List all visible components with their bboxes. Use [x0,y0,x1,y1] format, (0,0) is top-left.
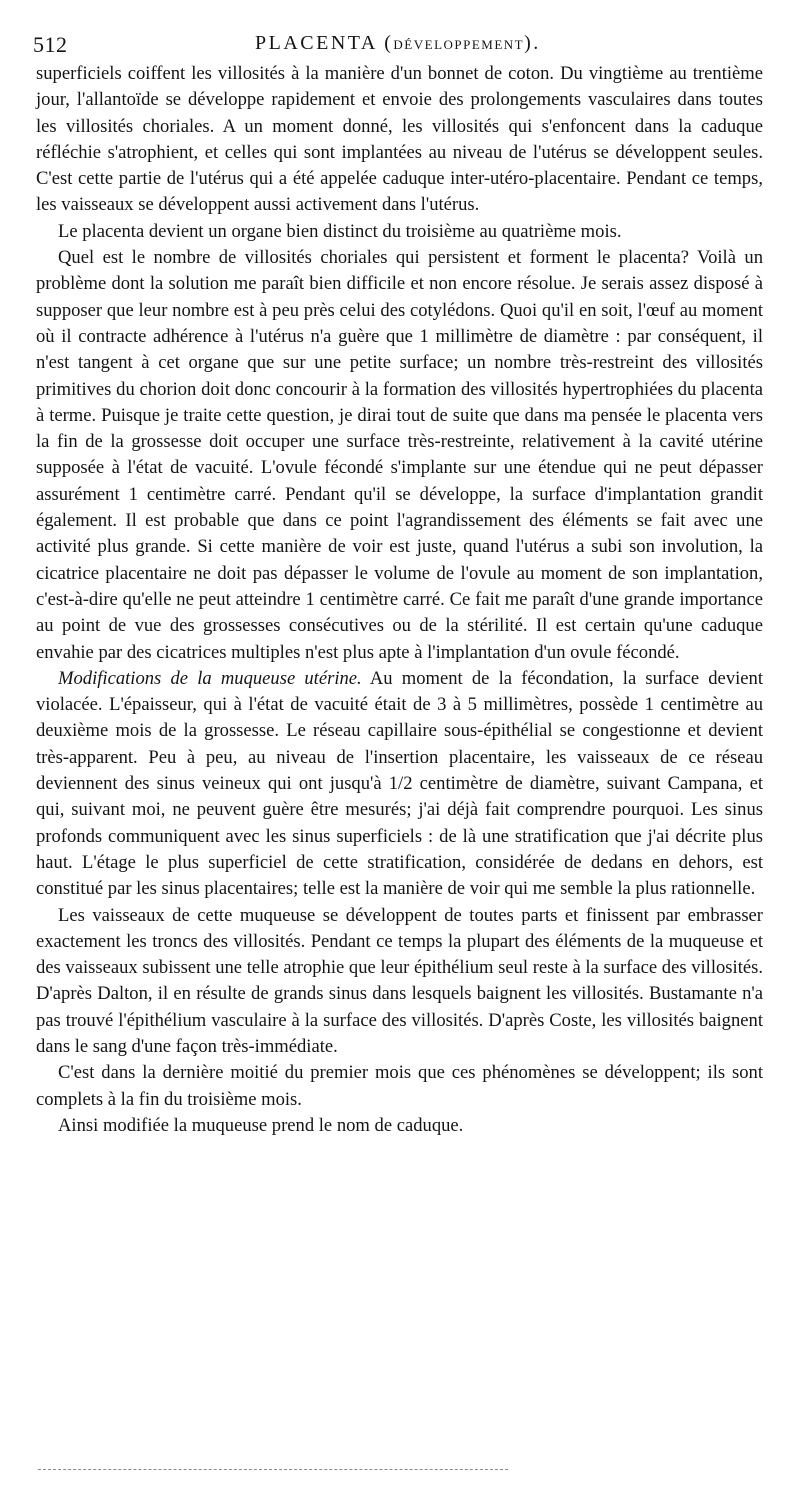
paragraph-villosites-count: Quel est le nombre de villosités choriales qui persistent et forment le placenta? Voilà un problème dont la solution me paraît bien difficile et non encore résolue. Je serais assez disposé à supposer que leur nombre est à peu près celui des cotylédons. Quoi qu'il en soit, l'œuf au moment où il contracte adhérence à l'utérus n'a guère que 1 millimètre de diamètre : par conséquent, il n'est tangent à cet organe que sur une petite surface; un nombre très-restreint des villosités primitives du chorion doit donc concourir à la formation des villosités hypertrophiées du placenta à terme. Puisque je traite cette question, je dirai tout de suite que dans ma pensée le placenta vers la fin de la grossesse doit occuper une surface très-restreinte, relativement à la cavité utérine supposée à l'état de vacuité. L'ovule fécondé s'implante sur une étendue qui ne peut dépasser assurément 1 centimètre carré. Pendant qu'il se développe, la surface d'implantation grandit également. Il est probable que dans ce point l'agrandissement des éléments se fait avec une activité plus grande. Si cette manière de voir est juste, quand l'utérus a subi son involution, la cicatrice placentaire ne doit pas dépasser le volume de l'ovule au moment de son implantation, c'est-à-dire qu'elle ne peut atteindre 1 centimètre carré. Ce fait me paraît d'une grande importance au point de vue des grossesses consécutives ou de la stérilité. Il est certain qu'une caduque envahie par des cicatrices multiples n'est plus apte à l'implantation d'un ovule fécondé. [36,247,763,663]
paragraph-continuation: superficiels coiffent les villosités à la manière d'un bonnet de coton. Du vingtième au trentième jour, l'allantoïde se développe rapidement et envoie des prolongements vasculaires dans toutes les villosités choriales. A un moment donné, les villosités qui s'enfoncent dans la caduque réfléchie s'atrophient, et celles qui sont implantées au niveau de l'utérus se développent seules. C'est cette partie de l'utérus qui a été appelée caduque inter-utéro-placentaire. Pendant ce temps, les vaisseaux se développent aussi activement dans l'utérus. [36,63,763,216]
paragraph-derniere-moitie: C'est dans la dernière moitié du premier mois que ces phénomènes se développent; ils sont complets à la fin du troisième mois. [36,1062,763,1110]
page-header [33,32,764,58]
paragraph-modifications [36,666,763,903]
section-heading-modifications: Modifications de la muqueuse utérine. [58,667,362,689]
paragraph-vaisseaux: Les vaisseaux de cette muqueuse se développent de toutes parts et finissent par embrasser exactement les troncs des villosités. Pendant ce temps la plupart des éléments de la muqueuse et des vaisseaux subissent une telle atrophie que leur épithélium seul reste à la surface des villosités. D'après Dalton, il en résulte de grands sinus dans lesquels baignent les villosités. Bustamante n'a pas trouvé l'épithélium vasculaire à la surface des villosités. D'après Coste, les villosités baignent dans le sang d'une façon très-immédiate. [36,904,764,1057]
running-head-title: PLACENTA ( [255,32,394,54]
body-text [36,61,763,1139]
page-number: 512 [33,32,68,57]
paragraph-placenta-distinct: Le placenta devient un organe bien distinct du troisième au quatrième mois. [58,220,622,242]
footer-dashed-rule [38,1469,508,1470]
running-head-close: ). [524,32,541,54]
paragraph-modifications-text: Au moment de la fécondation, la surface devient violacée. L'épaisseur, qui à l'état de vacuité était de 3 à 5 millimètres, possède 1 centimètre au deuxième mois de la grossesse. Le réseau capillaire sous-épithélial se congestionne et devient très-apparent. Peu à peu, au niveau de l'insertion placentaire, les vaisseaux de ce réseau deviennent des sinus veineux qui ont jusqu'à 1/2 centimètre de diamètre, suivant Campana, et qui, suivant moi, ne peuvent guère être mesurés; j'ai déjà fait comprendre pourquoi. Les sinus profonds communiquent avec les sinus superficiels : de là une stratification que j'ai décrite plus haut. L'étage le plus superficiel de cette stratification, considérée de dedans en dehors, est constitué par les sinus placentaires; telle est la manière de voir qui me semble la plus rationnelle. [36,667,763,900]
running-head [255,32,541,55]
paragraph-caduque: Ainsi modifiée la muqueuse prend le nom de caduque. [58,1114,464,1136]
running-head-subtitle: DÉVELOPPEMENT [393,37,525,52]
